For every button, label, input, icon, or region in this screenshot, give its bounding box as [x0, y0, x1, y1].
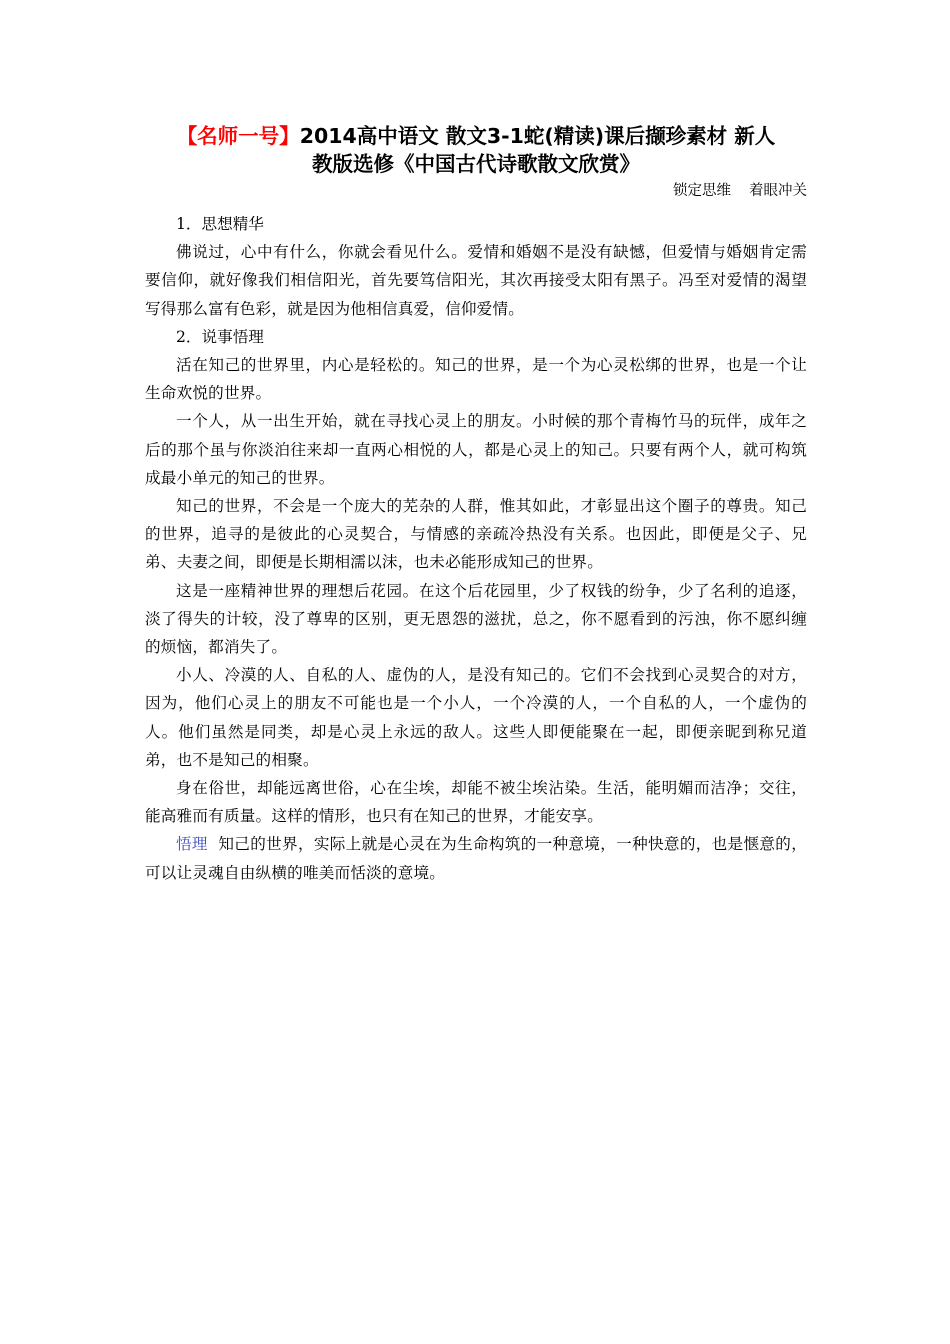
section-tag-right: 着眼冲关 [749, 183, 807, 199]
title-line-2: 教版选修《中国古代诗歌散文欣赏》 [312, 152, 640, 176]
paragraph: 这是一座精神世界的理想后花园。在这个后花园里，少了权钱的纷争，少了名利的追逐，淡了得失的计较，没了尊卑的区别，更无恩怨的滋扰，总之，你不愿看到的污浊，你不愿纠缠的烦恼，都消失了。 [145, 581, 807, 657]
title-line-1-text: 2014高中语文 散文3-1蛇(精读)课后撷珍素材 新人 [299, 124, 776, 148]
document-page [145, 122, 807, 887]
section-tag-left: 锁定思维 [673, 183, 731, 199]
paragraph: 身在俗世，却能远离世俗，心在尘埃，却能不被尘埃沾染。生活，能明媚而洁净；交往，能高雅而有质量。这样的情形，也只有在知己的世界，才能安享。 [145, 779, 807, 826]
paragraph: 佛说过，心中有什么，你就会看见什么。爱情和婚姻不是没有缺憾，但爱情与婚姻肯定需要信仰，就好像我们相信阳光，首先要笃信阳光，其次再接受太阳有黑子。冯至对爱情的渴望写得那么富有色彩，就是因为他相信真爱，信仰爱情。 [145, 243, 807, 318]
document-body [145, 210, 807, 887]
insight-label: 悟理 [176, 835, 208, 854]
paragraph: 知己的世界，不会是一个庞大的芜杂的人群，惟其如此，才彰显出这个圈子的尊贵。知己的世界，追寻的是彼此的心灵契合，与情感的亲疏冷热没有关系。也因此，即便是父子、兄弟、夫妻之间，即便是长期相濡以沫，也未必能形成知己的世界。 [145, 497, 807, 572]
section-heading-thought-essence: 1．思想精华 [176, 215, 264, 233]
paragraph: 小人、冷漠的人、自私的人、虚伪的人，是没有知己的。它们不会找到心灵契合的对方，因为，他们心灵上的朋友不可能也是一个小人，一个冷漠的人，一个自私的人，一个虚伪的人。他们虽然是同类，却是心灵上永远的敌人。这些人即便能聚在一起，即便亲昵到称兄道弟，也不是知己的相聚。 [145, 666, 807, 769]
section-heading-story-reasoning: 2．说事悟理 [176, 327, 264, 346]
insight-paragraph [145, 830, 807, 886]
brand-label: 【名师一号】 [176, 124, 300, 148]
document-title [145, 122, 807, 178]
paragraph: 活在知己的世界里，内心是轻松的。知己的世界，是一个为心灵松绑的世界，也是一个让生命欢悦的世界。 [145, 356, 807, 403]
paragraph: 一个人，从一出生开始，就在寻找心灵上的朋友。小时候的那个青梅竹马的玩伴，成年之后的那个虽与你淡泊往来却一直两心相悦的人，都是心灵上的知己。只要有两个人，就可构筑成最小单元的知己的世界。 [145, 412, 807, 487]
section-tag [145, 178, 807, 204]
title-line-1 [145, 122, 807, 150]
insight-text: 知己的世界，实际上就是心灵在为生命构筑的一种意境，一种快意的，也是惬意的，可以让灵魂自由纵横的唯美而恬淡的意境。 [145, 835, 807, 882]
